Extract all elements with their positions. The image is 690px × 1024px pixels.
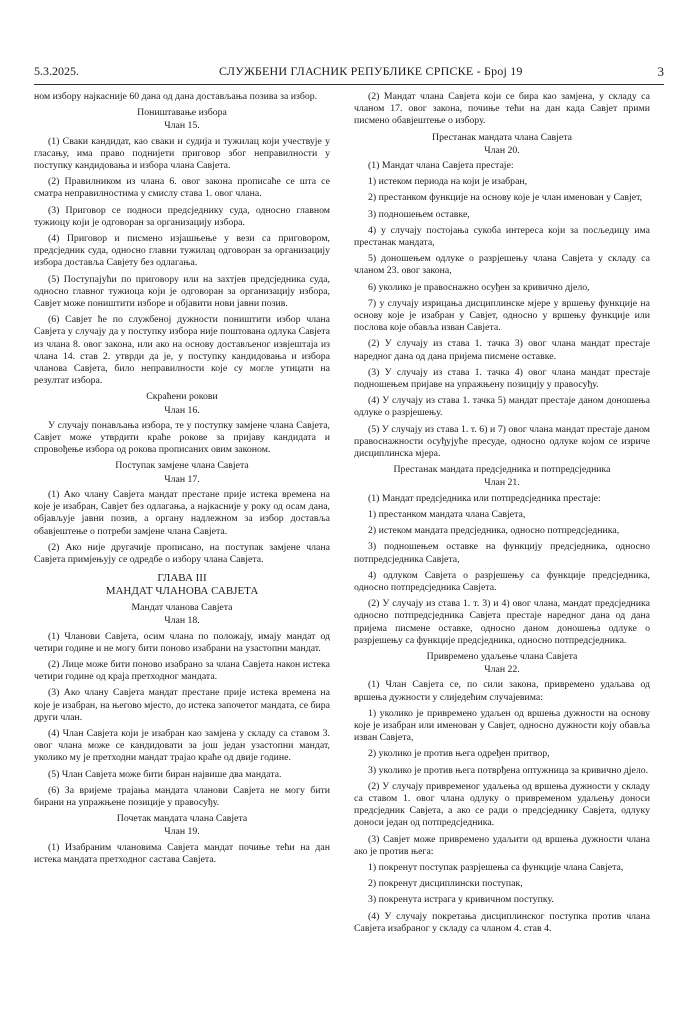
paragraph: 2) истеком мандата предсједника, односно потпредсједника, [368, 525, 620, 537]
article-number: Члан 18. [164, 615, 200, 627]
section-heading: Престанак мандата члана Савјета [432, 131, 572, 143]
page-number: 3 [657, 64, 664, 79]
paragraph: 1) покренут поступак разрјешења са функције члана Савјета, [368, 861, 624, 873]
paragraph: (1) Чланови Савјета, осим члана по положају, имају мандат од четири године и не могу бити поново изабрани на узастопни мандат. [34, 630, 330, 654]
right-column [354, 91, 650, 939]
article-number: Члан 20. [484, 144, 520, 156]
paragraph: 2) уколико је против њега одређен притвор, [368, 748, 550, 760]
paragraph: (3) Ако члану Савјета мандат престане прије истека времена на које је изабран, на његово мјесто, до истека започетог мандата, се бира други члан. [34, 687, 330, 723]
chapter-number: ГЛАВА III [157, 572, 207, 585]
section-heading: Престанак мандата предсједника и потпредсједника [393, 464, 611, 476]
section-heading: Поништавање избора [137, 107, 227, 119]
paragraph: 3) подношењем оставке на функцију предсједника, односно потпредсједника Савјета, [354, 541, 650, 565]
paragraph: 3) подношењем оставке, [368, 208, 470, 220]
paragraph: (2) Мандат члана Савјета који се бира као замјена, у складу са чланом 17. овог закона, почиње тећи на дан када Савјет прими писмено обавјештење о избору. [354, 91, 650, 127]
article-number: Члан 17. [164, 473, 200, 485]
paragraph: (5) У случају из става 1. т. 6) и 7) овог члана мандат престаје даном правоснажности осуђујуће пресуде, односно одлуке којом се изриче дисциплинска мјера. [354, 423, 650, 460]
paragraph: (4) У случају из става 1. тачка 5) мандат престаје даном доношења одлуке о разрјешењу. [354, 395, 650, 419]
paragraph: 6) уколико је правоснажно осуђен за кривично дјело, [368, 281, 590, 293]
page-header [34, 64, 664, 84]
paragraph: 1) уколико је привремено удаљен од вршења дужности на основу које је изабран или именован у Савјет, односно дужности коју обавља изван Савјета, [354, 707, 650, 744]
gazette-title: СЛУЖБЕНИ ГЛАСНИК РЕПУБЛИКЕ СРПСКЕ - Број 19 [219, 64, 523, 78]
paragraph: (3) Савјет може привремено удаљити од вршења дужности члана ако је против њега: [354, 833, 650, 857]
article-number: Члан 22. [484, 664, 520, 676]
paragraph: 4) у случају постојања сукоба интереса који за посљедицу има престанак мандата, [354, 224, 650, 249]
header-divider [34, 84, 664, 85]
paragraph: 4) одлуком Савјета о разрјешењу са функције предсједника, односно потпредсједника Савјета. [354, 569, 650, 593]
article-number: Члан 19. [164, 826, 200, 838]
paragraph: (3) Приговор се подноси предсједнику суда, односно главном тужиоцу који је одговоран за организацију избора. [34, 204, 330, 228]
paragraph: (1) Сваки кандидат, као сваки и судија и тужилац који учествује у гласању, има право поднијети приговор због неправилности у поступку кандидовања и избора члана Савјета. [34, 135, 330, 172]
paragraph: (2) Правилником из члана 6. овог закона прописаће се шта се сматра неправилностима у смислу става 1. овог члана. [34, 176, 330, 200]
issue-date: 5.3.2025. [34, 64, 79, 78]
paragraph: 2) престанком функције на основу које је члан именован у Савјет, [368, 192, 643, 204]
paragraph: (2) Лице може бити поново изабрано за члана Савјета након истека четири године од краја претходног мандата. [34, 658, 330, 683]
section-heading: Скраћени рокови [146, 391, 218, 403]
article-number: Члан 16. [164, 404, 200, 416]
section-heading: Мандат чланова Савјета [131, 602, 233, 614]
paragraph: 2) покренут дисциплински поступак, [368, 878, 523, 890]
paragraph: 1) престанком мандата члана Савјета, [368, 508, 526, 520]
paragraph: (3) У случају из става 1. тачка 4) овог члана мандат престаје подношењем пријаве на упражњену позицију у правосуђу. [354, 366, 650, 391]
paragraph: (4) Члан Савјета који је изабран као замјена у складу са ставом 3. овог члана може се кандидовати за још један узастопни мандат, уколико му је претходни мандат трајао краће од двије године. [34, 727, 330, 764]
paragraph: (6) За вријеме трајања мандата чланови Савјета не могу бити бирани на упражњене позиције у правосуђу. [34, 784, 330, 808]
paragraph: (1) Изабраним члановима Савјета мандат почиње тећи на дан истека мандата претходног састава Савјета. [34, 841, 330, 865]
paragraph: (5) Поступајући по приговору или на захтјев предсједника суда, односно главног тужиоца који је одговоран за организацију избора, Савјет може поништити изборе и објавити нови јавни позив. [34, 273, 330, 310]
paragraph: (1) Мандат предсједника или потпредсједника престаје: [368, 492, 601, 504]
paragraph: У случају понављања избора, те у поступку замјене члана Савјета, Савјет може утврдити краће рокове за пријаву кандидата и спровођење избора од рокова прописаних овим законом. [34, 419, 330, 456]
paragraph: (4) У случају покретања дисциплинског поступка против члана Савјета изабраног у складу са чланом 4. став 4. [354, 910, 650, 934]
article-number: Члан 15. [164, 120, 200, 132]
paragraph: (2) У случају из става 1. тачка 3) овог члана мандат престаје наредног дана од дана пријема писмене оставке. [354, 338, 650, 362]
paragraph: (5) Члан Савјета може бити биран највише два мандата. [48, 768, 282, 780]
paragraph: (1) Мандат члана Савјета престаје: [368, 160, 514, 172]
paragraph: ном избору најкасније 60 дана од дана достављања позива за избор. [34, 91, 318, 102]
section-heading: Почетак мандата члана Савјета [116, 813, 248, 825]
paragraph: 1) истеком периода на који је изабран, [368, 176, 528, 188]
paragraph: (2) У случају привременог удаљења од вршења дужности у складу са ставом 1. овог члана одлуку о привременом удаљењу доноси предсједник Савјета, а ако се ради о предсједнику Савјета, одлуку доноси један од потпредсједника. [354, 780, 650, 829]
paragraph: (2) У случају из става 1. т. 3) и 4) овог члана, мандат предсједника односно потпредсједника Савјета престаје наредног дана од дана пријема писмене оставке, односно даном доношења одлуке о разрјешењу са функције предсједника, односно потпредсједника. [354, 598, 650, 646]
section-heading: Поступак замјене члана Савјета [115, 460, 249, 472]
paragraph: (4) Приговор и писмено изјашњење у вези са приговором, предсједник суда, односно главни тужилац одговоран за организацију избора доставља Савјету без одлагања. [34, 233, 330, 269]
section-heading: Привремено удаљење члана Савјета [426, 650, 578, 662]
paragraph: 3) уколико је против њега потврђена оптужница за кривично дјело. [368, 764, 649, 776]
paragraph: (6) Савјет ће по службеној дужности поништити избор члана Савјета у случају да у поступку избора није поштована одлука Савјета из члана 8. овог закона, или ако на основу достављеног извјештаја из члана 14. став 2. утврди да је, у поступку кандидовања и избора чланова Савјета, било неправилности које су могле утицати на резултат избора. [34, 314, 330, 387]
article-number: Члан 21. [484, 477, 520, 489]
paragraph: (1) Ако члану Савјета мандат престане прије истека времена на које је изабран, Савјет без одлагања, а најкасније у року од осам дана, објављује јавни позив, а органу надлежном за избор доставља обавјештење о потреби замјене члана Савјета. [34, 488, 330, 537]
chapter-title: МАНДАТ ЧЛАНОВА САВЈЕТА [105, 585, 259, 598]
paragraph: (2) Ако није другачије прописано, на поступак замјене члана Савјета примјењују се одредбе о избору члана Савјета. [34, 541, 330, 565]
paragraph: 7) у случају изрицања дисциплинске мјере у вршењу функције на основу које је изабран у Савјет, односно у вршењу функције или послова које обавља изван Савјета. [354, 297, 650, 334]
paragraph: 5) доношењем одлуке о разрјешењу члана Савјета у складу са чланом 23. овог закона, [354, 253, 650, 277]
paragraph: (1) Члан Савјета се, по сили закона, привремено удаљава од вршења дужности у слиједећим случајевима: [354, 679, 650, 703]
left-column [34, 91, 330, 870]
paragraph: 3) покренута истрага у кривичном поступку. [368, 894, 554, 906]
